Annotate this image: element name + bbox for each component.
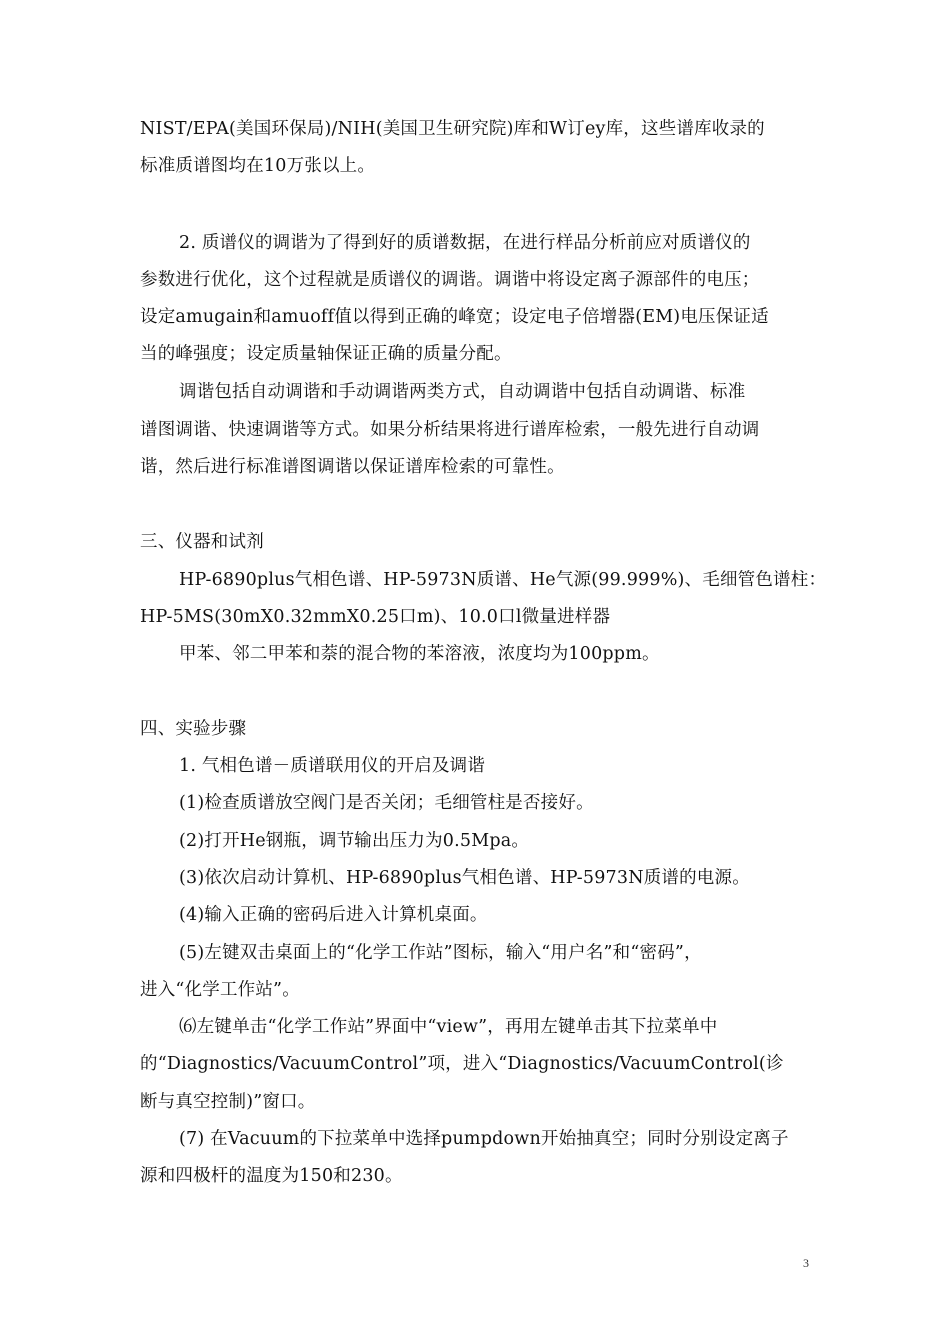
text-line: 的“Diagnostics/VacuumControl”项，进入“Diagnostics/VacuumControl(诊 <box>140 1054 784 1074</box>
text-line: 标准质谱图均在10万张以上。 <box>140 156 376 176</box>
text-line: 调谐包括自动调谐和手动调谐两类方式，自动调谐中包括自动调谐、标准 <box>179 382 746 402</box>
text-line: 1. 气相色谱－质谱联用仪的开启及调谐 <box>179 756 486 776</box>
section-heading: 三、仪器和试剂 <box>140 532 264 552</box>
text-line: 断与真空控制)”窗口。 <box>140 1092 316 1112</box>
text-line: ⑹左键单击“化学工作站”界面中“view”，再用左键单击其下拉菜单中 <box>179 1017 718 1037</box>
text-line: 甲苯、邻二甲苯和萘的混合物的苯溶液，浓度均为100ppm。 <box>179 644 660 664</box>
text-line: (7) 在Vacuum的下拉菜单中选择pumpdown开始抽真空；同时分别设定离子 <box>179 1129 789 1149</box>
text-line: (5)左键双击桌面上的“化学工作站”图标，输入“用户名”和“密码”， <box>179 943 702 963</box>
text-line: 2. 质谱仪的调谐为了得到好的质谱数据，在进行样品分析前应对质谱仪的 <box>179 233 751 253</box>
text-line: NIST/EPA(美国环保局)/NIH(美国卫生研究院)库和W订ey库，这些谱库收录的 <box>140 119 765 139</box>
text-line: 当的峰强度；设定质量轴保证正确的质量分配。 <box>140 344 512 364</box>
text-line: HP-6890plus气相色谱、HP-5973N质谱、He气源(99.999%)、毛细管色谱柱： <box>179 570 827 590</box>
page-number: 3 <box>803 1256 809 1270</box>
text-line: 源和四极杆的温度为150和230。 <box>140 1166 403 1186</box>
text-line: 进入“化学工作站”。 <box>140 980 300 1000</box>
text-line: HP-5MS(30mX0.32mmX0.25口m)、10.0口l微量进样器 <box>140 607 611 627</box>
text-line: (2)打开He钢瓶，调节输出压力为0.5Mpa。 <box>179 831 530 851</box>
text-line: (3)依次启动计算机、HP-6890plus气相色谱、HP-5973N质谱的电源。 <box>179 868 750 888</box>
text-line: 参数进行优化，这个过程就是质谱仪的调谐。调谐中将设定离子源部件的电压； <box>140 270 760 290</box>
text-line: 谱图调谐、快速调谐等方式。如果分析结果将进行谱库检索，一般先进行自动调 <box>140 420 760 440</box>
text-line: (4)输入正确的密码后进入计算机桌面。 <box>179 905 488 925</box>
text-line: 设定amugain和amuoff值以得到正确的峰宽；设定电子倍增器(EM)电压保证适 <box>140 307 769 327</box>
text-line: (1)检查质谱放空阀门是否关闭；毛细管柱是否接好。 <box>179 793 594 813</box>
text-line: 谐，然后进行标准谱图调谐以保证谱库检索的可靠性。 <box>140 457 565 477</box>
section-heading: 四、实验步骤 <box>140 719 247 739</box>
